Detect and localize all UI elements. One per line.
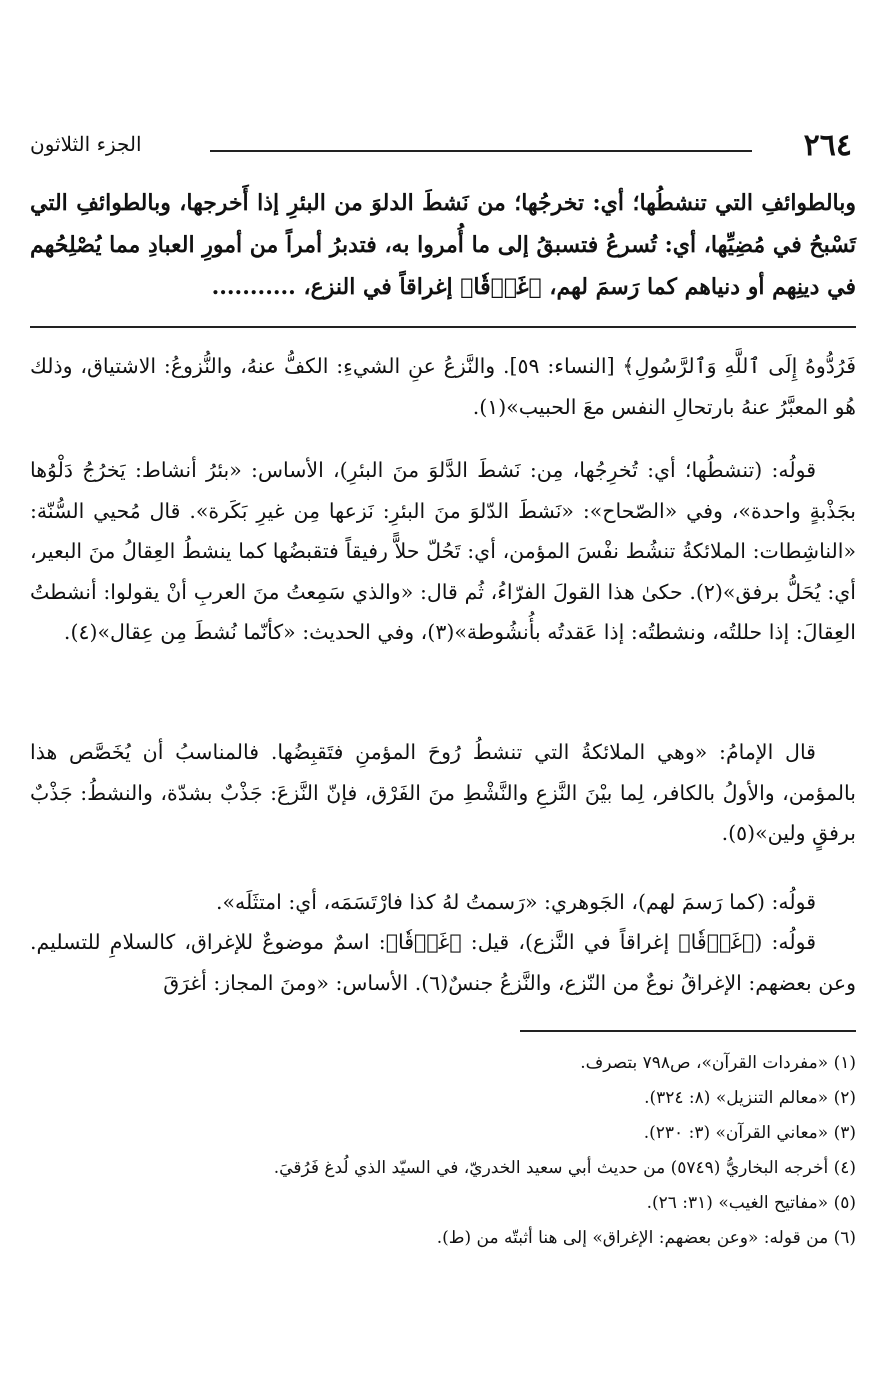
commentary-paragraph-4: قولُه: (كما رَسمَ لهم)، الجَوهري: «رَسمتُ لهُ كذا فارْتَسَمَه، أي: امتثَلَه». [215, 890, 816, 914]
commentary-paragraph-5: قولُه: (﴿غَرۡقٗا﴾ إغراقاً في النَّزع)، قيل: ﴿غَرۡقٗا﴾: اسمٌ موضوعٌ للإغراق، كالسلامِ للتسليم. وعن بعضهم: الإغراقُ نوعٌ من النّزع، والنَّزعُ جنسٌ(٦). الأساس: «ومنَ المجاز: أغرَقَ [30, 930, 856, 995]
commentary-paragraph-2: قولُه: (تنشطُها؛ أي: تُخرِجُها، مِن: نَشطَ الدَّلوَ منَ البئرِ)، الأساس: «بئرُ أنشاط: يَخرُجُ دَلْوُها بجَذْبةٍ واحدة»، وفي «الصّحاح»: «نَشطَ الدّلوَ منَ البئرِ: نَزعها مِن غيرِ بَكَرة». قال مُحيي السُّنّة: «الناشِطات: الملائكةُ تنشُط نفْسَ المؤمن، أي: تَحُلّ حلاًّ رفيقاً فتقبضُها كما ينشطُ العِقالُ منَ البعير، أي: يُحَلُّ برفق»(٢). حكىٰ هذا القولَ الفرّاءُ، ثُم قال: «والذي سَمِعتُ منَ العربِ أنْ يقولوا: أنشطتُ العِقالَ: إذا حللتُه، ونشطتُه: إذا عَقدتُه بأُنشُوطة»(٣)، وفي الحديث: «كأنّما نُشطَ مِن عِقال»(٤). [30, 458, 856, 644]
running-title: الجزء الثلاثون [30, 132, 142, 156]
page-number: ٢٦٤ [803, 128, 852, 163]
footnote-item: (٥) «مفاتيح الغيب» (٣١: ٢٦). [646, 1193, 856, 1213]
footnote-item: (٣) «معاني القرآن» (٣: ٢٣٠). [643, 1123, 856, 1143]
page-header [30, 128, 852, 168]
footnote-item: (٢) «معالم التنزيل» (٨: ٣٢٤). [644, 1088, 856, 1108]
commentary-paragraph-3: قال الإمامُ: «وهي الملائكةُ التي تنشطُ رُوحَ المؤمنِ فتَقبِضُها. فالمناسبُ أن يُخَصَّص هذا بالمؤمن، والأولُ بالكافر، لِما بيْنَ النَّزعِ والنَّشْطِ منَ الفَرْق، فإنّ النَّزعَ: جَذْبٌ بشدّة، والنشطُ: جَذْبٌ برفقٍ ولين»(٥). [30, 740, 856, 845]
footnote-item: (٦) من قوله: «وعن بعضهم: الإغراق» إلى هنا أثبتّه من (ط). [436, 1228, 856, 1248]
footnote-item: (١) «مفردات القرآن»، ص٧٩٨ بتصرف. [580, 1053, 856, 1073]
main-text: وبالطوائفِ التي تنشطُها؛ أي: تخرجُها؛ من نَشطَ الدلوَ من البئرِ إذا أَخرجها، وبالطوائفِ التي تَسْبحُ في مُضِيِّها، أي: تُسرعُ فتسبقُ إلى ما أُمروا به، فتدبرُ أمراً من أمورِ العبادِ مما يُصْلِحُهم في دينِهم أو دنياهم كما رَسمَ لهم، ﴿غَرۡقٗا﴾ إغراقاً في النزع، ........... [30, 190, 856, 300]
commentary-paragraph-1: فَرُدُّوهُ إِلَى ٱللَّهِ وَٱلرَّسُولِ﴾ [النساء: ٥٩]. والنَّزعُ عنِ الشيءِ: الكفُّ عنهُ، والنُّزوعُ: الاشتياق، وذلك هُو المعبَّرُ عنهُ بارتحالِ النفس معَ الحبيب»(١). [30, 354, 857, 419]
footnote-divider [520, 1030, 856, 1032]
header-rule [210, 150, 752, 152]
main-text-divider [30, 326, 856, 328]
footnotes [30, 1046, 856, 1256]
footnote-item: (٤) أخرجه البخاريُّ (٥٧٤٩) من حديث أبي سعيد الخدريّ، في السيّد الذي لُدغ فَرُقيَ. [273, 1158, 856, 1178]
